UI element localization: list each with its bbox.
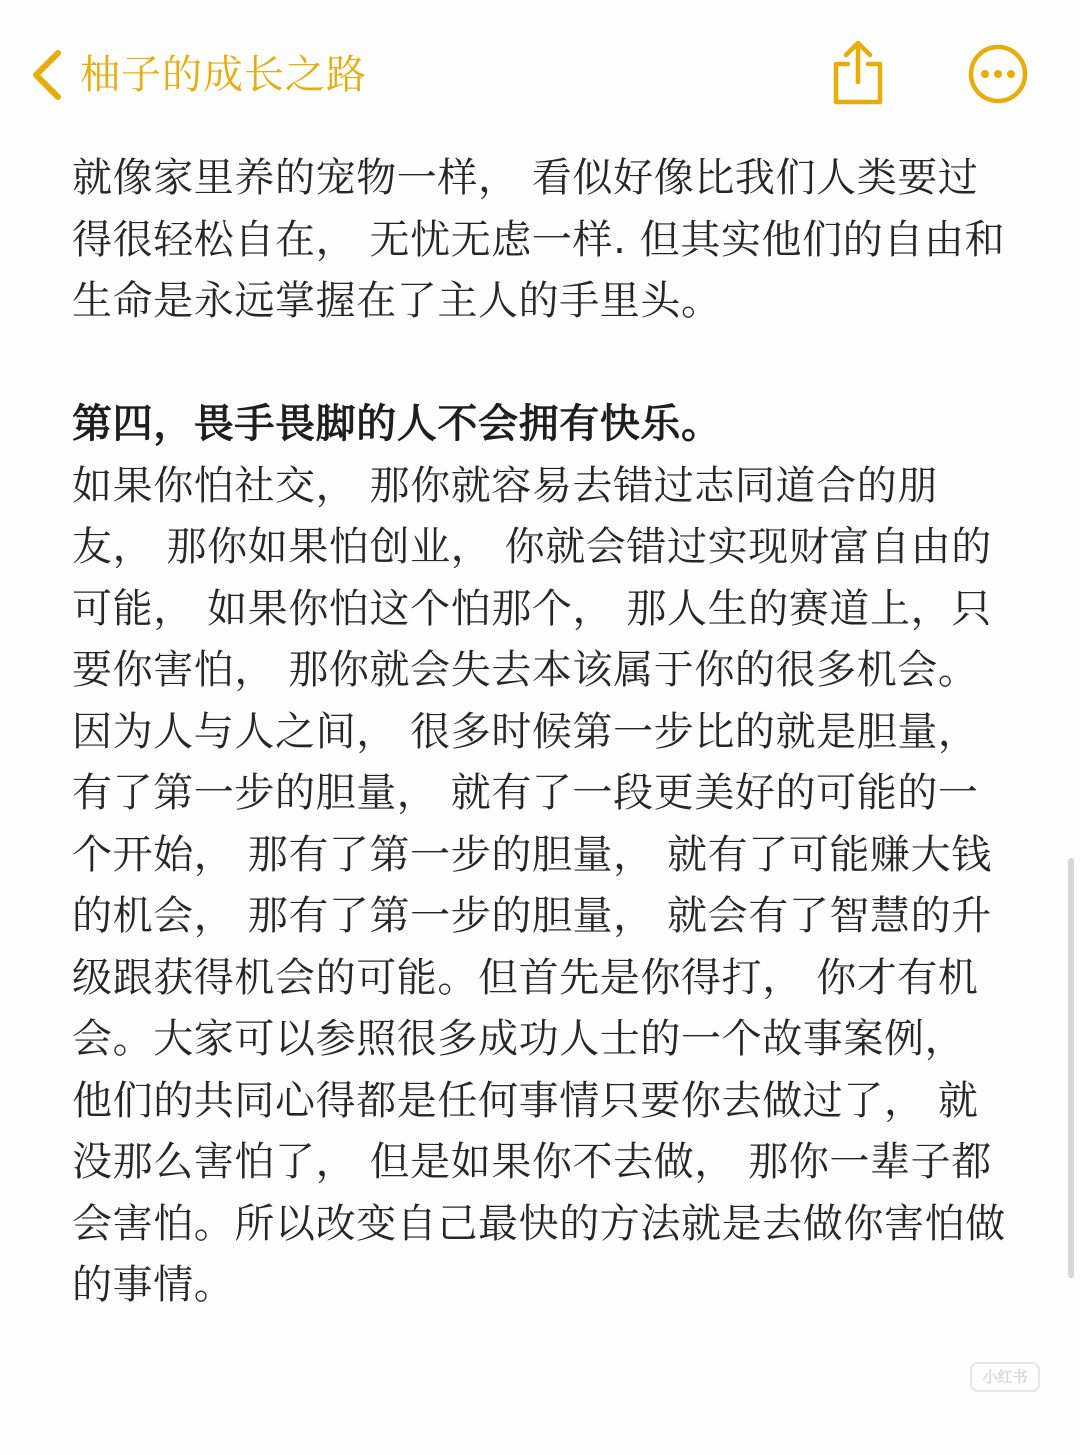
navigation-bar: [0, 0, 1080, 140]
note-paragraph: 就像家里养的宠物一样， 看似好像比我们人类要过得很轻松自在， 无忧无虑一样. 但其实他们的自由和生命是永远掌握在了主人的手里头。: [72, 155, 1006, 324]
note-body[interactable]: [72, 148, 1012, 1317]
watermark-logo: 小红书: [970, 1362, 1040, 1392]
note-heading: 第四，畏手畏脚的人不会拥有快乐。: [72, 401, 722, 447]
back-button[interactable]: [28, 40, 367, 110]
scrollbar[interactable]: [1068, 858, 1074, 1278]
share-icon[interactable]: [828, 38, 888, 106]
chevron-left-icon: [28, 45, 66, 105]
note-paragraph: 如果你怕社交， 那你就容易去错过志同道合的朋友， 那你如果怕创业， 你就会错过实现财富自由的可能， 如果你怕这个怕那个， 那人生的赛道上，只要你害怕， 那你就会失去本该属于你的很多机会。因为人与人之间， 很多时候第一步比的就是胆量， 有了第一步的胆量， 就有了一段更美好的可能的一个开始， 那有了第一步的胆量， 就有了可能赚大钱的机会， 那有了第一步的胆量， 就会有了智慧的升级跟获得机会的可能。但首先是你得打， 你才有机会。大家可以参照很多成功人士的一个故事案例， 他们的共同心得都是任何事情只要你去做过了， 就没那么害怕了， 但是如果你不去做， 那你一辈子都会害怕。所以改变自己最快的方法就是去做你害怕做的事情。: [72, 462, 1006, 1308]
more-icon[interactable]: [966, 42, 1030, 106]
back-title: 柚子的成长之路: [80, 52, 367, 98]
blank-line: [72, 333, 1012, 395]
